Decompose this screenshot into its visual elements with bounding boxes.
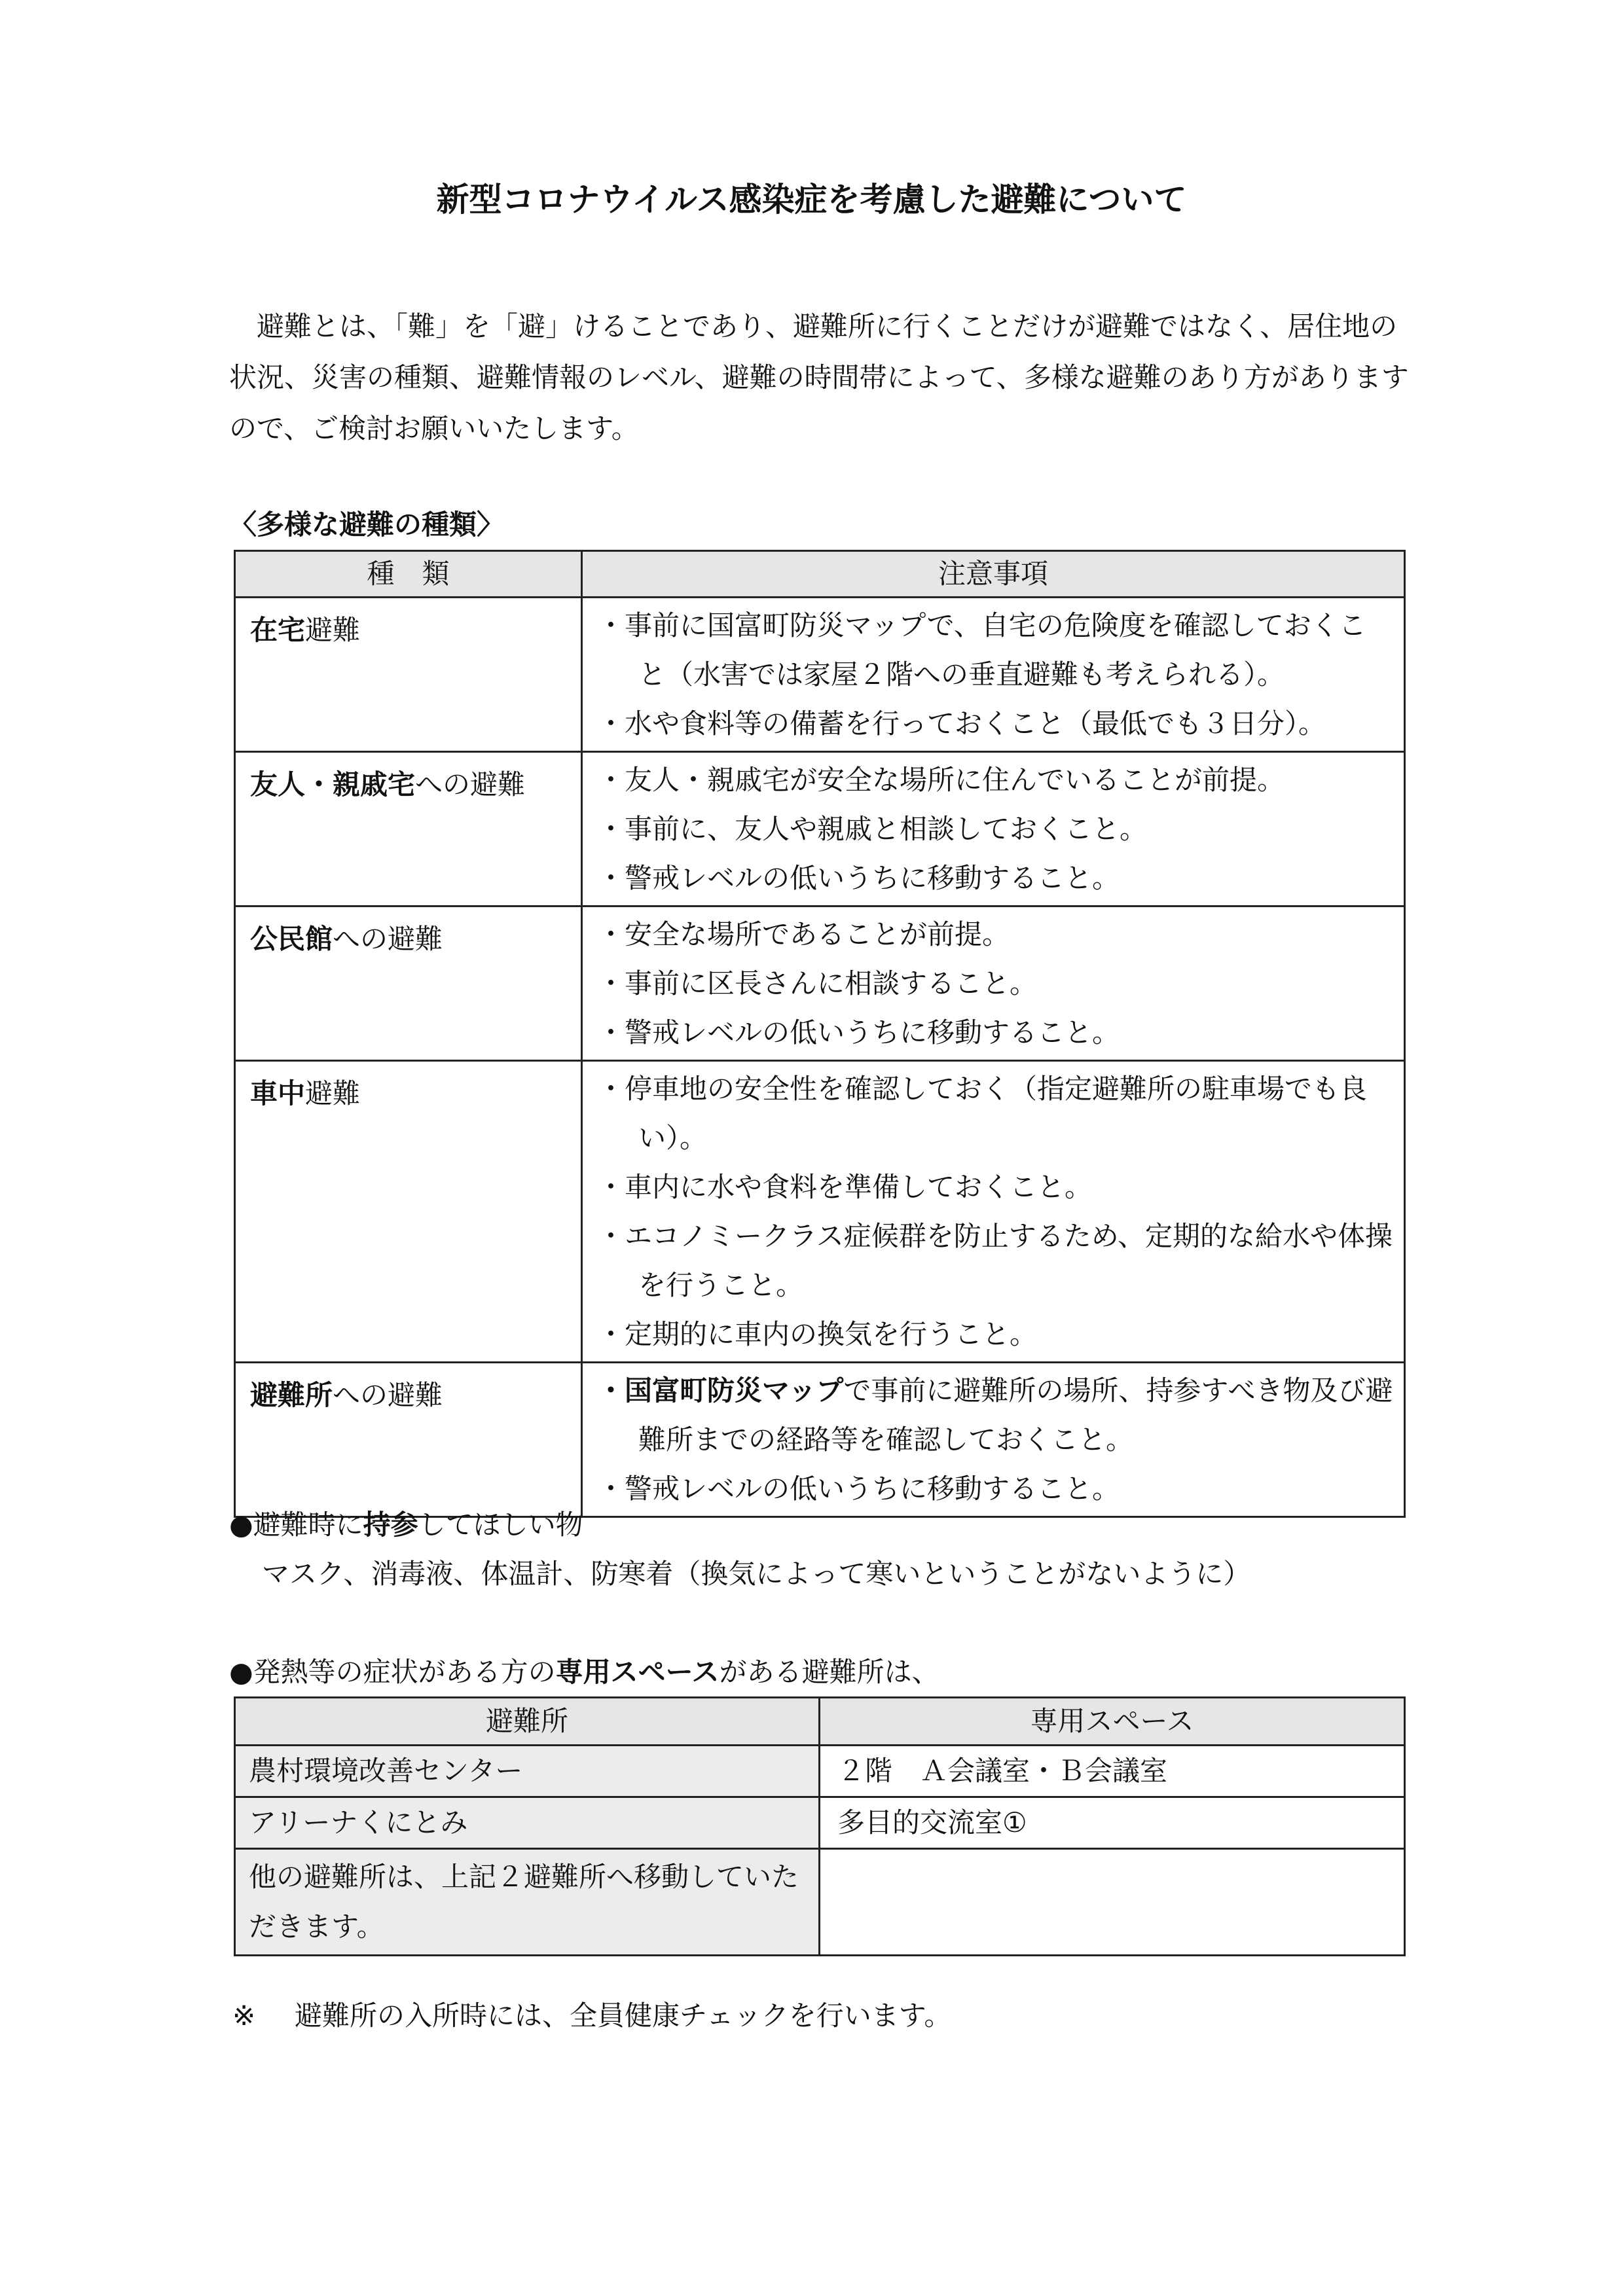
space-cell: 多目的交流室① xyxy=(820,1797,1405,1849)
evac-type-bold: 友人・親戚宅 xyxy=(250,768,416,800)
page-title: 新型コロナウイルス感染症を考慮した避難について xyxy=(436,181,1187,219)
table-row xyxy=(235,1061,1405,1363)
note-item: ・エコノミークラス症候群を防止するため、定期的な給水や体操を行うこと。 xyxy=(597,1220,1393,1301)
evac-notes-cell xyxy=(582,1363,1405,1517)
evacuation-types-table xyxy=(234,550,1406,1518)
evac-type-rest: への避難 xyxy=(333,923,443,955)
evac-type-cell xyxy=(235,906,582,1061)
footnote xyxy=(232,1996,951,2036)
evac-notes-cell xyxy=(582,752,1405,906)
note-item: ・定期的に車内の換気を行うこと。 xyxy=(597,1318,1038,1350)
table-row xyxy=(235,1849,1405,1956)
note-item xyxy=(597,1366,1393,1464)
intro-text: 避難とは、「難」を「避」けることであり、避難所に行くことだけが避難ではなく、居住地の状況、災害の種類、避難情報のレベル、避難の時間帯によって、多様な避難のあり方がありますので、ご検討お願いいたします。 xyxy=(229,310,1409,444)
note-item: ・安全な場所であることが前提。 xyxy=(597,918,1010,950)
note-item: ・友人・親戚宅が安全な場所に住んでいることが前提。 xyxy=(597,764,1285,796)
note-item: ・事前に国富町防災マップで、自宅の危険度を確認しておくこと（水害では家屋２階への垂直避難も考えられる）。 xyxy=(597,609,1366,691)
table-row xyxy=(235,906,1405,1061)
table-header-row xyxy=(235,551,1405,598)
evac-type-rest: への避難 xyxy=(415,768,526,800)
evac-type-bold: 在宅 xyxy=(250,614,306,646)
header-notes: 注意事項 xyxy=(582,551,1405,598)
evac-type-rest: 避難 xyxy=(305,1077,361,1109)
table-row xyxy=(235,1363,1405,1517)
table-row xyxy=(235,598,1405,752)
evac-type-bold: 車中 xyxy=(250,1077,306,1109)
evac-type-bold: 公民館 xyxy=(250,923,333,955)
footnote-text: 避難所の入所時には、全員健康チェックを行います。 xyxy=(295,2000,952,2032)
note-item: ・事前に区長さんに相談すること。 xyxy=(597,967,1038,999)
note-text: で事前に避難所の場所、持参すべき物及び避難所までの経路等を確認しておくこと。 xyxy=(638,1374,1393,1456)
bring-suffix: してほしい物 xyxy=(418,1509,583,1541)
evac-notes-cell xyxy=(582,906,1405,1061)
evac-notes-cell xyxy=(582,598,1405,752)
dedicated-space-table xyxy=(234,1696,1406,1956)
evac-type-cell xyxy=(235,1061,582,1363)
table-row xyxy=(235,752,1405,906)
table-row xyxy=(235,1797,1405,1849)
evac-notes-cell xyxy=(582,1061,1405,1363)
intro-paragraph xyxy=(229,301,1414,454)
evac-type-cell xyxy=(235,752,582,906)
section-heading: 〈多様な避難の種類〉 xyxy=(229,509,505,541)
evac-type-cell xyxy=(235,598,582,752)
evac-type-rest: への避難 xyxy=(333,1379,443,1411)
bring-items-heading xyxy=(229,1505,583,1545)
note-bold-text: ・国富町防災マップ xyxy=(597,1374,844,1407)
note-item: ・車内に水や食料を準備しておくこと。 xyxy=(597,1171,1093,1203)
shelter-cell: 他の避難所は、上記２避難所へ移動していただきます。 xyxy=(235,1849,820,1956)
evac-type-rest: 避難 xyxy=(305,614,361,646)
fever-space-heading xyxy=(229,1653,939,1692)
note-item: ・水や食料等の備蓄を行っておくこと（最低でも３日分）。 xyxy=(597,708,1326,740)
note-item: ・停車地の安全性を確認しておく（指定避難所の駐車場でも良い）。 xyxy=(597,1073,1368,1154)
evac-type-cell xyxy=(235,1363,582,1517)
bring-items-list: マスク、消毒液、体温計、防寒着（換気によって寒いということがないように） xyxy=(262,1558,1251,1590)
header-type: 種 類 xyxy=(235,551,582,598)
bring-prefix: ●避難時に xyxy=(229,1509,363,1541)
note-item: ・警戒レベルの低いうちに移動すること。 xyxy=(597,1473,1120,1505)
note-item: ・事前に、友人や親戚と相談しておくこと。 xyxy=(597,813,1148,845)
table-header-row xyxy=(235,1698,1405,1746)
evac-type-bold: 避難所 xyxy=(250,1379,333,1411)
table-row xyxy=(235,1746,1405,1797)
space-cell: ２階 Ａ会議室・Ｂ会議室 xyxy=(820,1746,1405,1797)
note-item: ・警戒レベルの低いうちに移動すること。 xyxy=(597,862,1120,894)
note-item: ・警戒レベルの低いうちに移動すること。 xyxy=(597,1016,1120,1049)
header-space: 専用スペース xyxy=(820,1698,1405,1746)
fever-bold: 専用スペース xyxy=(555,1656,720,1688)
fever-suffix: がある避難所は、 xyxy=(719,1656,939,1688)
reference-mark: ※ xyxy=(232,2000,256,2032)
bring-bold: 持参 xyxy=(363,1509,418,1541)
shelter-cell: 農村環境改善センター xyxy=(235,1746,820,1797)
space-cell xyxy=(820,1849,1405,1956)
shelter-cell: アリーナくにとみ xyxy=(235,1797,820,1849)
header-shelter: 避難所 xyxy=(235,1698,820,1746)
fever-prefix: ●発熱等の症状がある方の xyxy=(229,1656,556,1688)
